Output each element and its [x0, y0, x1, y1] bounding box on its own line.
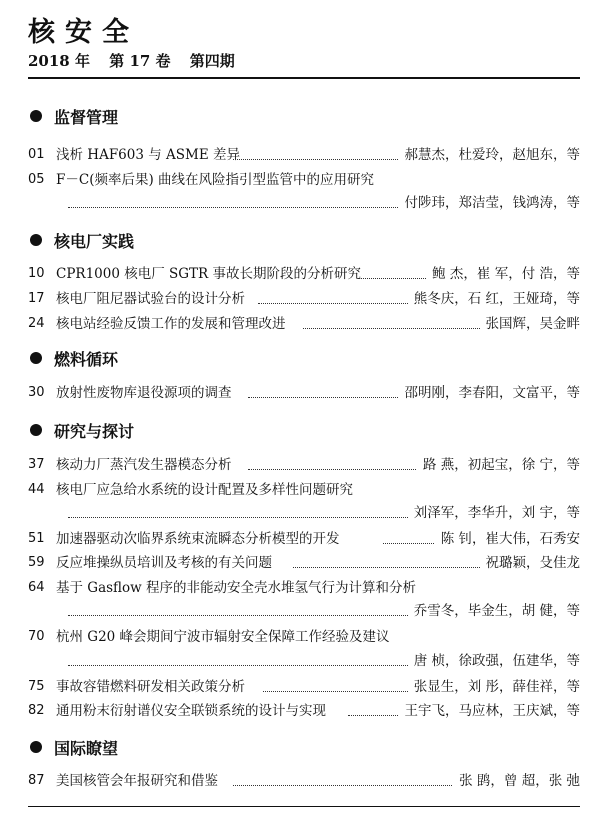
article-authors: 张 鹍，曾 超，张 弛 [453, 771, 580, 791]
article-title: 基于 Gasflow 程序的非能动安全壳水堆氢气行为计算和分析 [56, 580, 417, 596]
page-number: 82 [28, 703, 45, 718]
journal-title: 核安全 [28, 17, 139, 48]
page-number: 37 [28, 457, 45, 472]
header-rule [28, 77, 580, 79]
toc-entry[interactable] [28, 314, 580, 334]
article-title: 核电厂应急给水系统的设计配置及多样性问题研究 [56, 482, 353, 498]
article-title: 杭州 G20 峰会期间宁波市辐射安全保障工作经验及建议 [56, 629, 390, 645]
bullet-icon [30, 424, 42, 436]
toc-entry-continuation [28, 193, 580, 213]
toc-entry-continuation [28, 651, 580, 671]
footer-rule [28, 806, 580, 807]
toc-entry[interactable] [28, 627, 580, 647]
section-name: 国际瞭望 [54, 738, 119, 758]
page-number: 87 [28, 773, 45, 788]
toc-entry[interactable] [28, 383, 580, 403]
page-number: 10 [28, 266, 45, 281]
article-title: 美国核管会年报研究和借鉴 [56, 773, 218, 789]
toc-entry[interactable] [28, 529, 580, 549]
toc-entry-continuation [28, 601, 580, 621]
article-authors: 王宇飞，马应林，王庆斌，等 [399, 701, 581, 721]
article-authors: 熊冬庆，石 红，王娅琦，等 [408, 289, 580, 309]
page-number: 30 [28, 385, 45, 400]
bullet-icon [30, 110, 42, 122]
section-heading [30, 735, 118, 759]
toc-entry[interactable] [28, 553, 580, 573]
page-number: 01 [28, 147, 45, 162]
article-authors: 邵明刚，李春阳，文富平，等 [399, 383, 581, 403]
toc-entry[interactable] [28, 677, 580, 697]
toc-entry[interactable] [28, 771, 580, 791]
article-title: 浅析 HAF603 与 ASME 差异 [56, 147, 240, 163]
page-number: 44 [28, 482, 45, 497]
article-authors: 乔雪冬，毕金生，胡 健，等 [408, 601, 580, 621]
section-heading [30, 104, 118, 128]
article-authors: 鲍 杰，崔 军，付 浩，等 [426, 264, 580, 284]
article-authors: 张显生，刘 彤，薛佳祥，等 [408, 677, 580, 697]
section-name: 核电厂实践 [54, 231, 135, 251]
article-title: 通用粉末衍射谱仪安全联锁系统的设计与实现 [56, 703, 326, 719]
section-name: 燃料循环 [54, 349, 119, 369]
article-title: 核电厂阻尼器试验台的设计分析 [56, 291, 245, 307]
issue-line [28, 50, 249, 71]
article-authors: 唐 桢，徐政强，伍建华，等 [408, 651, 580, 671]
article-title: 加速器驱动次临界系统束流瞬态分析模型的开发 [56, 531, 340, 547]
section-name: 研究与探讨 [54, 421, 135, 441]
page-number: 24 [28, 316, 45, 331]
article-authors: 陈 钊，崔大伟，石秀安 [435, 529, 580, 549]
article-title: 反应堆操纵员培训及考核的有关问题 [56, 555, 272, 571]
toc-entry[interactable] [28, 145, 580, 165]
article-authors: 郝慧杰，杜爱玲，赵旭东，等 [399, 145, 581, 165]
toc-entry[interactable] [28, 480, 580, 500]
article-authors: 刘泽军，李华升，刘 宇，等 [408, 503, 580, 523]
page-number: 05 [28, 172, 45, 187]
issue-volume: 第 17 卷 [109, 52, 171, 70]
section-heading [30, 346, 118, 370]
bullet-icon [30, 352, 42, 364]
page-number: 51 [28, 531, 45, 546]
toc-entry[interactable] [28, 455, 580, 475]
section-heading [30, 418, 134, 442]
toc-entry[interactable] [28, 578, 580, 598]
section-heading [30, 228, 134, 252]
page-number: 17 [28, 291, 45, 306]
toc-entry[interactable] [28, 264, 580, 284]
article-title: 核电站经验反馈工作的发展和管理改进 [56, 316, 286, 332]
article-title: F－C(频率后果) 曲线在风险指引型监管中的应用研究 [56, 172, 375, 188]
article-authors: 路 燕，初起宝，徐 宁，等 [417, 455, 580, 475]
toc-entry[interactable] [28, 170, 580, 190]
bullet-icon [30, 741, 42, 753]
page-number: 59 [28, 555, 45, 570]
issue-year: 2018 年 [28, 52, 90, 70]
article-authors: 张国辉，吴金畔 [480, 314, 581, 334]
toc-entry-continuation [28, 503, 580, 523]
page-number: 64 [28, 580, 45, 595]
article-title: 核动力厂蒸汽发生器模态分析 [56, 457, 232, 473]
article-title: 事故容错燃料研发相关政策分析 [56, 679, 245, 695]
page-number: 75 [28, 679, 45, 694]
bullet-icon [30, 234, 42, 246]
toc-entry[interactable] [28, 701, 580, 721]
page-number: 70 [28, 629, 45, 644]
toc-entry[interactable] [28, 289, 580, 309]
article-title: CPR1000 核电厂 SGTR 事故长期阶段的分析研究 [56, 266, 362, 282]
section-name: 监督管理 [54, 107, 119, 127]
issue-number: 第四期 [189, 52, 235, 70]
article-authors: 付陟玮，郑洁莹，钱鸿涛，等 [399, 193, 581, 213]
article-authors: 祝璐颖，殳佳龙 [480, 553, 581, 573]
article-title: 放射性废物库退役源项的调查 [56, 385, 232, 401]
